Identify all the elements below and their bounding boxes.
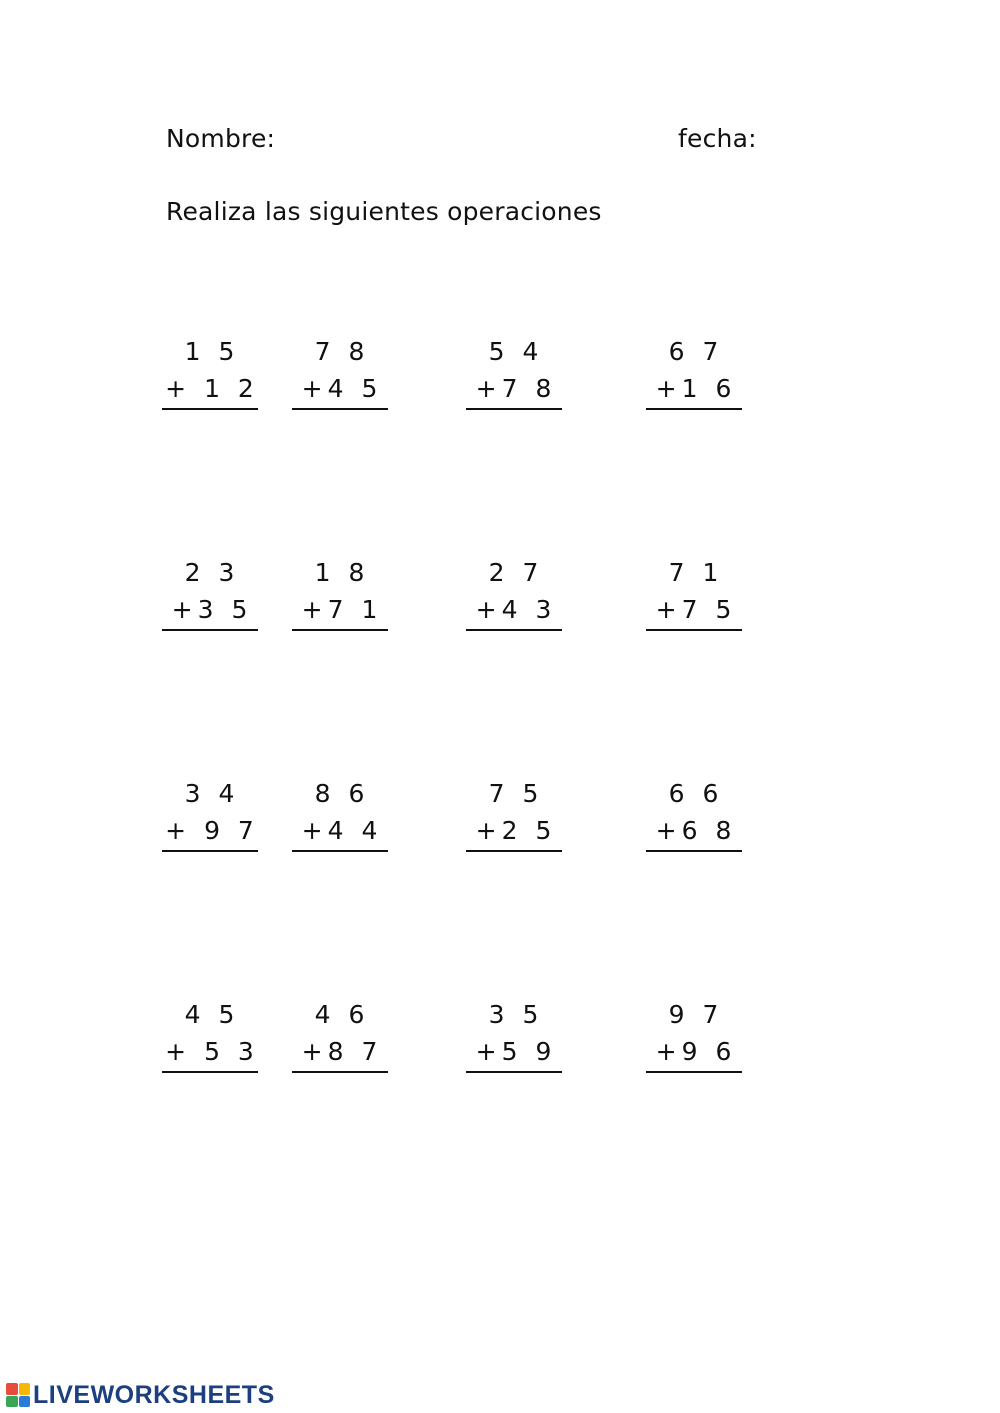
addend-bottom: +1 6: [655, 374, 737, 403]
addend-bottom: +8 7: [301, 1037, 383, 1066]
addend-bottom: +7 1: [301, 595, 383, 624]
addend-top: 4 5: [184, 1000, 240, 1029]
instruction-text: Realiza las siguientes operaciones: [166, 197, 602, 226]
liveworksheets-logo-icon: [6, 1383, 30, 1407]
addend-top: 3 5: [488, 1000, 544, 1029]
addition-problem: [292, 1002, 392, 1072]
sum-line: [646, 850, 742, 852]
sum-line: [466, 850, 562, 852]
addition-problem: [162, 1002, 262, 1072]
addend-bottom: +4 3: [475, 595, 557, 624]
brand-text: LIVEWORKSHEETS: [33, 1380, 275, 1409]
sum-line: [466, 408, 562, 410]
addend-bottom: +4 5: [301, 374, 383, 403]
addition-problem: [292, 339, 392, 409]
addition-problem: [292, 781, 392, 851]
addend-top: 1 8: [314, 558, 370, 587]
sum-line: [646, 1071, 742, 1073]
addition-problem: [292, 560, 392, 630]
addend-bottom: +5 9: [475, 1037, 557, 1066]
sum-line: [292, 850, 388, 852]
addend-top: 6 7: [668, 337, 724, 366]
addend-bottom: +2 5: [475, 816, 557, 845]
sum-line: [466, 629, 562, 631]
addition-problem: [646, 1002, 746, 1072]
addend-top: 4 6: [314, 1000, 370, 1029]
sum-line: [162, 1071, 258, 1073]
name-label: Nombre:: [166, 124, 276, 153]
addition-problem: [646, 781, 746, 851]
addition-problem: [646, 560, 746, 630]
sum-line: [292, 629, 388, 631]
sum-line: [646, 629, 742, 631]
addend-bottom: +7 5: [655, 595, 737, 624]
addend-bottom: +7 8: [475, 374, 557, 403]
addend-top: 5 4: [488, 337, 544, 366]
addend-top: 2 7: [488, 558, 544, 587]
addition-problem: [162, 339, 262, 409]
addend-bottom: +9 6: [655, 1037, 737, 1066]
sum-line: [162, 850, 258, 852]
addend-bottom: +3 5: [171, 595, 253, 624]
addition-problem: [162, 781, 262, 851]
sum-line: [466, 1071, 562, 1073]
addend-bottom: + 1 2: [165, 374, 259, 403]
addend-bottom: +4 4: [301, 816, 383, 845]
addend-bottom: + 5 3: [165, 1037, 259, 1066]
sum-line: [162, 629, 258, 631]
addend-bottom: + 9 7: [165, 816, 259, 845]
addition-problem: [466, 1002, 566, 1072]
addition-problem: [646, 339, 746, 409]
addition-problem: [466, 560, 566, 630]
addend-top: 2 3: [184, 558, 240, 587]
addend-top: 6 6: [668, 779, 724, 808]
addend-top: 1 5: [184, 337, 240, 366]
addend-top: 9 7: [668, 1000, 724, 1029]
addition-problem: [466, 339, 566, 409]
addend-top: 7 5: [488, 779, 544, 808]
addition-problem: [466, 781, 566, 851]
addend-top: 3 4: [184, 779, 240, 808]
addend-bottom: +6 8: [655, 816, 737, 845]
addend-top: 7 1: [668, 558, 724, 587]
addend-top: 7 8: [314, 337, 370, 366]
sum-line: [292, 408, 388, 410]
brand-footer: [6, 1382, 275, 1408]
sum-line: [162, 408, 258, 410]
addend-top: 8 6: [314, 779, 370, 808]
addition-problem: [162, 560, 262, 630]
sum-line: [292, 1071, 388, 1073]
date-label: fecha:: [678, 124, 757, 153]
sum-line: [646, 408, 742, 410]
